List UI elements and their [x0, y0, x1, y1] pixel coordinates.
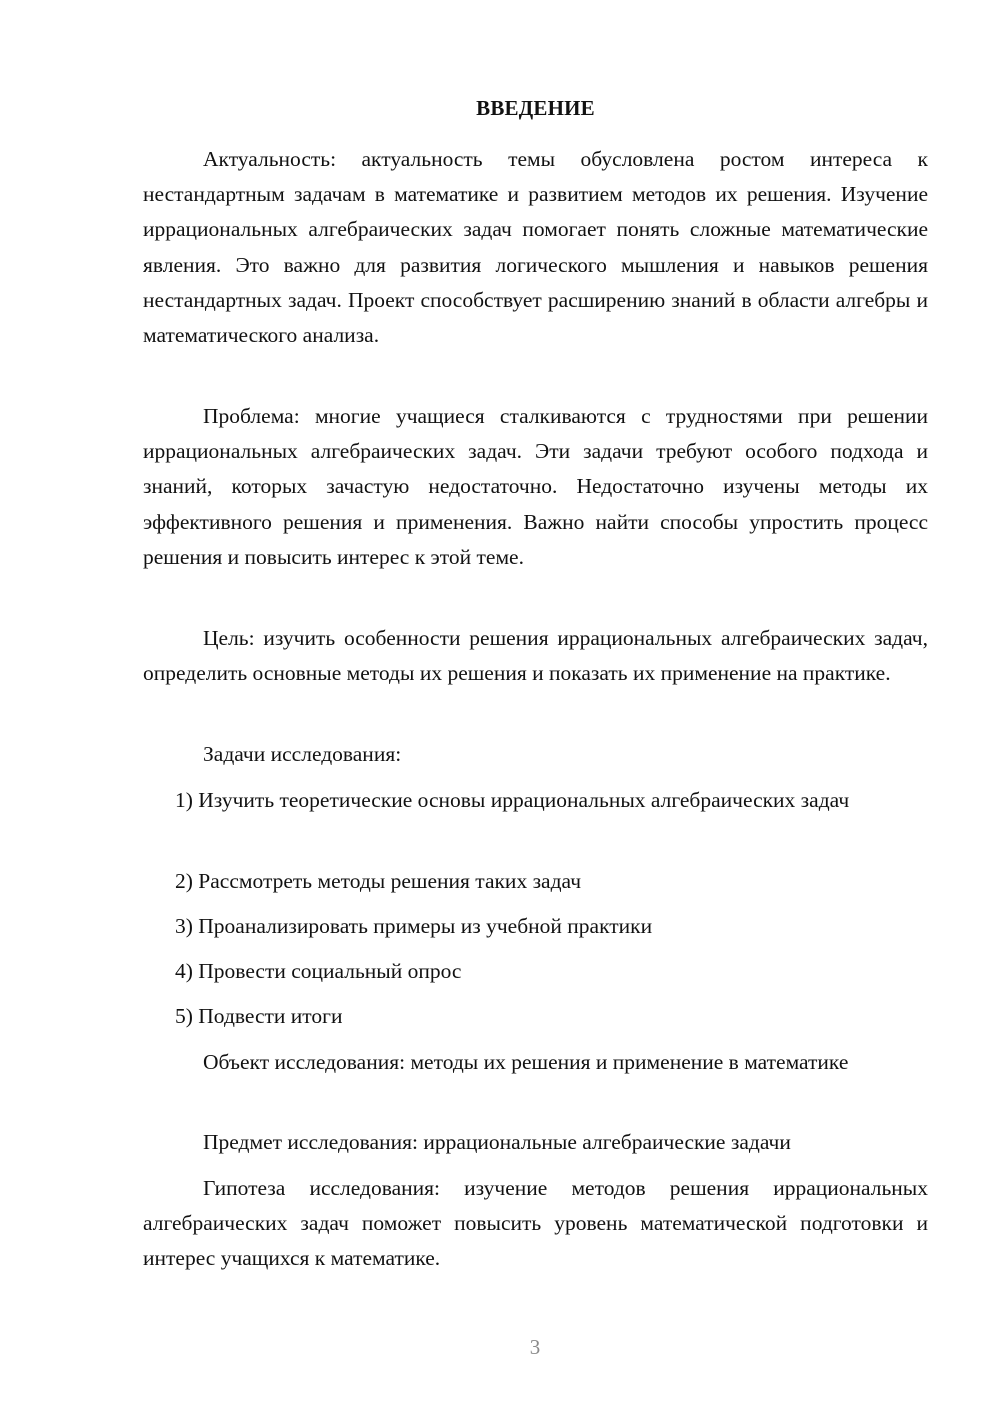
- object-paragraph: Объект исследования: методы их решения и применение в математике: [203, 1050, 849, 1074]
- task-item-5: 5) Подвести итоги: [175, 1004, 343, 1028]
- goal-paragraph: Цель: изучить особенности решения иррациональных алгебраических задач, определить основные методы их решения и показать их применение на практике.: [143, 626, 928, 686]
- hypothesis-paragraph: Гипотеза исследования: изучение методов решения иррациональных алгебраических задач поможет повысить уровень математической подготовки и интерес учащихся к математике.: [143, 1176, 928, 1271]
- problem-paragraph: Проблема: многие учащиеся сталкиваются с трудностями при решении иррациональных алгебраических задач. Эти задачи требуют особого подхода и знаний, которых зачастую недостаточно. Недостаточно изучены методы их эффективного решения и применения. Важно найти способы упростить процесс решения и повысить интерес к этой теме.: [143, 404, 928, 569]
- tasks-heading: Задачи исследования:: [203, 742, 402, 766]
- task-item-4: 4) Провести социальный опрос: [175, 959, 462, 983]
- section-title: ВВЕДЕНИЕ: [476, 96, 595, 120]
- subject-paragraph: Предмет исследования: иррациональные алгебраические задачи: [203, 1130, 791, 1154]
- task-item-2: 2) Рассмотреть методы решения таких задач: [175, 869, 582, 893]
- task-item-3: 3) Проанализировать примеры из учебной практики: [175, 914, 653, 938]
- page-number: 3: [529, 1335, 541, 1359]
- relevance-paragraph: Актуальность: актуальность темы обусловлена ростом интереса к нестандартным задачам в математике и развитием методов их решения. Изучение иррациональных алгебраических задач помогает понять сложные математические явления. Это важно для развития логического мышления и навыков решения нестандартных задач. Проект способствует расширению знаний в области алгебры и математического анализа.: [143, 147, 928, 348]
- task-item-1: 1) Изучить теоретические основы иррациональных алгебраических задач: [175, 788, 850, 812]
